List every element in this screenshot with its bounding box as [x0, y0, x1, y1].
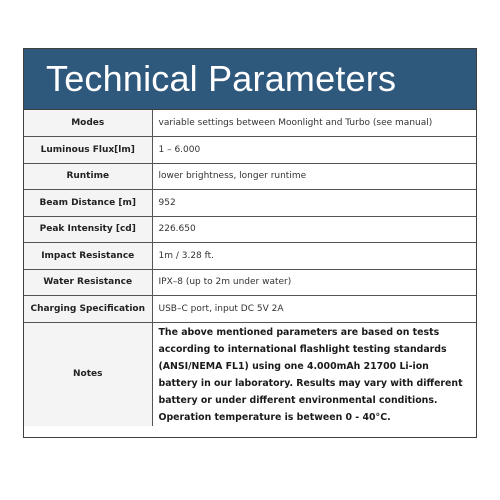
- spec-label: Beam Distance [m]: [24, 190, 152, 217]
- spec-value: 952: [152, 190, 476, 217]
- spec-value: IPX–8 (up to 2m under water): [152, 269, 476, 296]
- spec-sheet: [23, 48, 477, 438]
- notes-text: The above mentioned parameters are based on tests according to international flashlight testing standards (ANSI/NEMA FL1) using one 4.000mAh 21700 Li-ion battery in our laboratory. Results may vary with different battery or under different environmental conditions. Operation temperature is between 0 - 40°C.: [152, 322, 476, 426]
- spec-row-water-resistance: [24, 269, 476, 296]
- spec-value: variable settings between Moonlight and Turbo (see manual): [158, 118, 433, 128]
- spec-label: Modes: [24, 110, 152, 137]
- notes-label: Notes: [24, 322, 152, 426]
- spec-label: Luminous Flux[lm]: [24, 137, 152, 164]
- spec-row-luminous-flux: [24, 137, 476, 164]
- title-banner: [24, 49, 476, 110]
- spec-label: Water Resistance: [24, 269, 152, 296]
- spec-row-runtime: [24, 163, 476, 190]
- spec-row-charging: [24, 296, 476, 323]
- spec-label: Impact Resistance: [24, 243, 152, 270]
- spec-label: Runtime: [24, 163, 152, 190]
- spec-row-beam-distance: [24, 190, 476, 217]
- spec-value: lower brightness, longer runtime: [152, 163, 476, 190]
- spec-label: Peak Intensity [cd]: [24, 216, 152, 243]
- page-title: Technical Parameters: [46, 58, 397, 99]
- spec-row-modes: [24, 110, 476, 137]
- spec-row-notes: [24, 322, 476, 426]
- spec-row-peak-intensity: [24, 216, 476, 243]
- spec-value: 1m / 3.28 ft.: [152, 243, 476, 270]
- spec-table: [24, 110, 476, 426]
- spec-label: Charging Specification: [24, 296, 152, 323]
- spec-value: USB–C port, input DC 5V 2A: [152, 296, 476, 323]
- spec-value: 226.650: [152, 216, 476, 243]
- spec-value: 1 – 6.000: [152, 137, 476, 164]
- spec-row-impact-resistance: [24, 243, 476, 270]
